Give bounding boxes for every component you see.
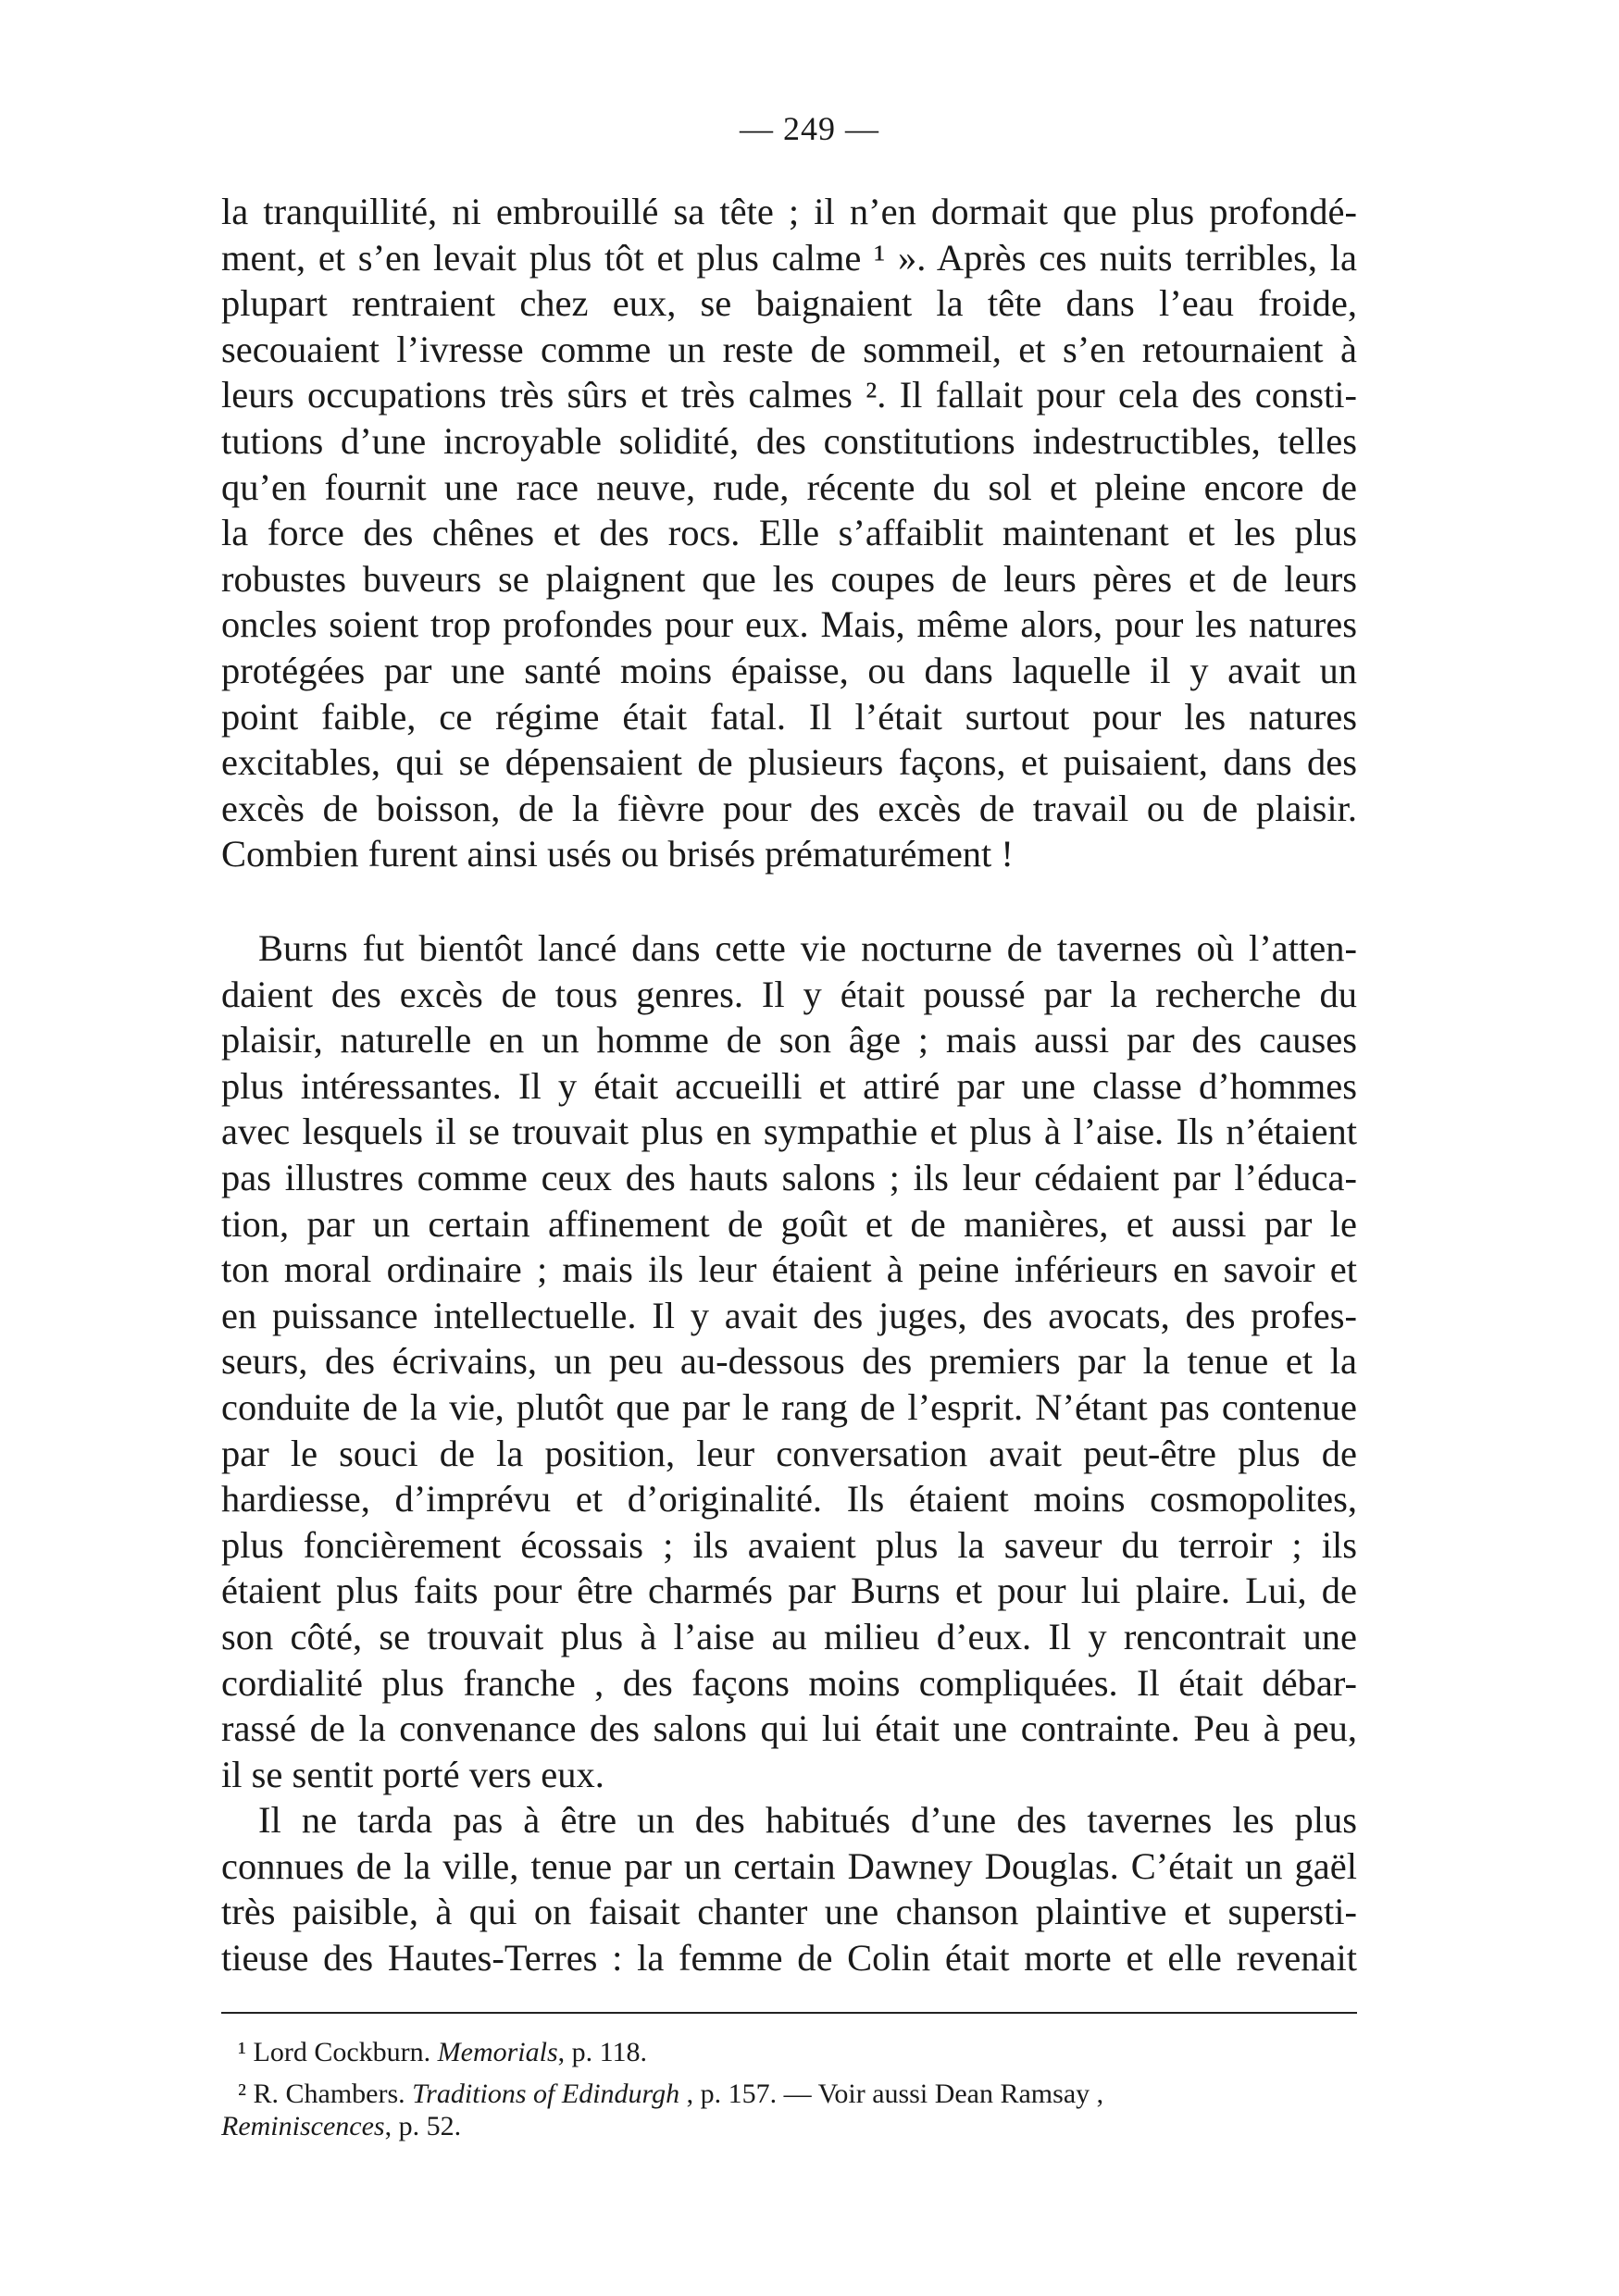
text-line: secouaient l’ivresse comme un reste de sommeil, et s’en retournaient à	[221, 328, 1357, 370]
paragraph-1	[221, 189, 1357, 877]
text-line: pas illustres comme ceux des hauts salons ; ils leur cédaient par l’éduca-	[221, 1156, 1357, 1198]
text-line: son côté, se trouvait plus à l’aise au milieu d’eux. Il y rencontrait une	[221, 1615, 1357, 1657]
text-line: tion, par un certain affinement de goût et de manières, et aussi par le	[221, 1202, 1357, 1245]
text-line: Combien furent ainsi usés ou brisés prématurément !	[221, 833, 1014, 875]
text-line: conduite de la vie, plutôt que par le rang de l’esprit. N’étant pas contenue	[221, 1385, 1357, 1428]
footnote-marker: ²	[238, 2079, 246, 2109]
text-line: qu’en fournit une race neuve, rude, récente du sol et pleine encore de	[221, 465, 1357, 508]
text-line: en puissance intellectuelle. Il y avait des juges, des avocats, des profes-	[221, 1294, 1357, 1336]
text-line: connues de la ville, tenue par un certain Dawney Douglas. C’était un gaël	[221, 1844, 1357, 1887]
text-line: étaient plus faits pour être charmés par Burns et pour lui plaire. Lui, de	[221, 1570, 1357, 1612]
page-number: — 249 —	[740, 110, 879, 147]
footnote-title: Traditions of Edindurgh	[412, 2079, 680, 2109]
text-line: excès de boisson, de la fièvre pour des excès de travail ou de plaisir.	[221, 787, 1357, 829]
footnote-marker: ¹	[238, 2037, 246, 2067]
text-line: plus foncièrement écossais ; ils avaient plus la saveur du terroir ; ils	[221, 1523, 1357, 1566]
text-line: protégées par une santé moins épaisse, ou dans laquelle il y avait un	[221, 649, 1357, 691]
paragraph-2	[221, 925, 1357, 1981]
text-line: plus intéressantes. Il y était accueilli et attiré par une classe d’hommes	[221, 1064, 1357, 1107]
footnote-title: Memorials	[437, 2037, 558, 2067]
text-line: avec lesquels il se trouvait plus en sympathie et plus à l’aise. Ils n’étaient	[221, 1111, 1357, 1153]
text-line: daient des excès de tous genres. Il y était poussé par la recherche du	[221, 973, 1357, 1015]
footnote-author: R. Chambers.	[253, 2079, 405, 2109]
text-line: rassé de la convenance des salons qui lui était une contrainte. Peu à peu,	[221, 1707, 1357, 1750]
text-line: il se sentit porté vers eux.	[221, 1753, 604, 1795]
text-line: ton moral ordinaire ; mais ils leur étaient à peine inférieurs en savoir et	[221, 1248, 1357, 1291]
footnote-author: Lord Cockburn.	[253, 2037, 431, 2067]
text-line: Il ne tarda pas à être un des habitués d’une des tavernes les plus	[258, 1799, 1357, 1842]
text-line: plaisir, naturelle en un homme de son âge ; mais aussi par des causes	[221, 1019, 1357, 1061]
text-line: oncles soient trop profondes pour eux. Mais, même alors, pour les natures	[221, 603, 1357, 646]
text-line: hardiesse, d’imprévu et d’originalité. Ils étaient moins cosmopolites,	[221, 1478, 1357, 1520]
text-line: excitables, qui se dépensaient de plusieurs façons, et puisaient, dans des	[221, 741, 1357, 784]
footnote-text: , p. 157. — Voir aussi Dean Ramsay ,	[679, 2079, 1104, 2109]
text-line: par le souci de la position, leur conversation avait peut-être plus de	[221, 1432, 1357, 1474]
text-line: leurs occupations très sûrs et très calmes ². Il fallait pour cela des consti-	[221, 374, 1357, 416]
text-line: Burns fut bientôt lancé dans cette vie nocturne de tavernes où l’atten-	[258, 927, 1357, 969]
footnotes	[221, 2036, 1357, 2142]
text-line: la force des chênes et des rocs. Elle s’affaiblit maintenant et les plus	[221, 512, 1357, 554]
text-line: seurs, des écrivains, un peu au-dessous des premiers par la tenue et la	[221, 1340, 1357, 1383]
text-line: la tranquillité, ni embrouillé sa tête ; il n’en dormait que plus profondé-	[221, 191, 1357, 232]
text-line: cordialité plus franche , des façons moins compliquées. Il était débar-	[221, 1661, 1357, 1704]
footnote-1	[221, 2036, 1357, 2068]
text-line: point faible, ce régime était fatal. Il l’était surtout pour les natures	[221, 695, 1357, 738]
text-line: tieuse des Hautes-Terres : la femme de Colin était morte et elle revenait	[221, 1937, 1357, 1980]
text-line: plupart rentraient chez eux, se baignaient la tête dans l’eau froide,	[221, 282, 1357, 325]
text-line: ment, et s’en levait plus tôt et plus calme ¹ ». Après ces nuits terribles, la	[221, 236, 1357, 279]
text-line: robustes buveurs se plaignent que les coupes de leurs pères et de leurs	[221, 557, 1357, 600]
footnote-divider	[221, 2012, 1357, 2014]
footnote-2	[221, 2078, 1357, 2142]
footnote-title: Reminiscences	[221, 2111, 385, 2141]
text-line: tutions d’une incroyable solidité, des constitutions indestructibles, telles	[221, 419, 1357, 462]
footnote-text: , p. 118.	[557, 2037, 648, 2067]
text-line: très paisible, à qui on faisait chanter une chanson plaintive et supersti-	[221, 1891, 1357, 1933]
footnote-text: , p. 52.	[384, 2111, 462, 2141]
